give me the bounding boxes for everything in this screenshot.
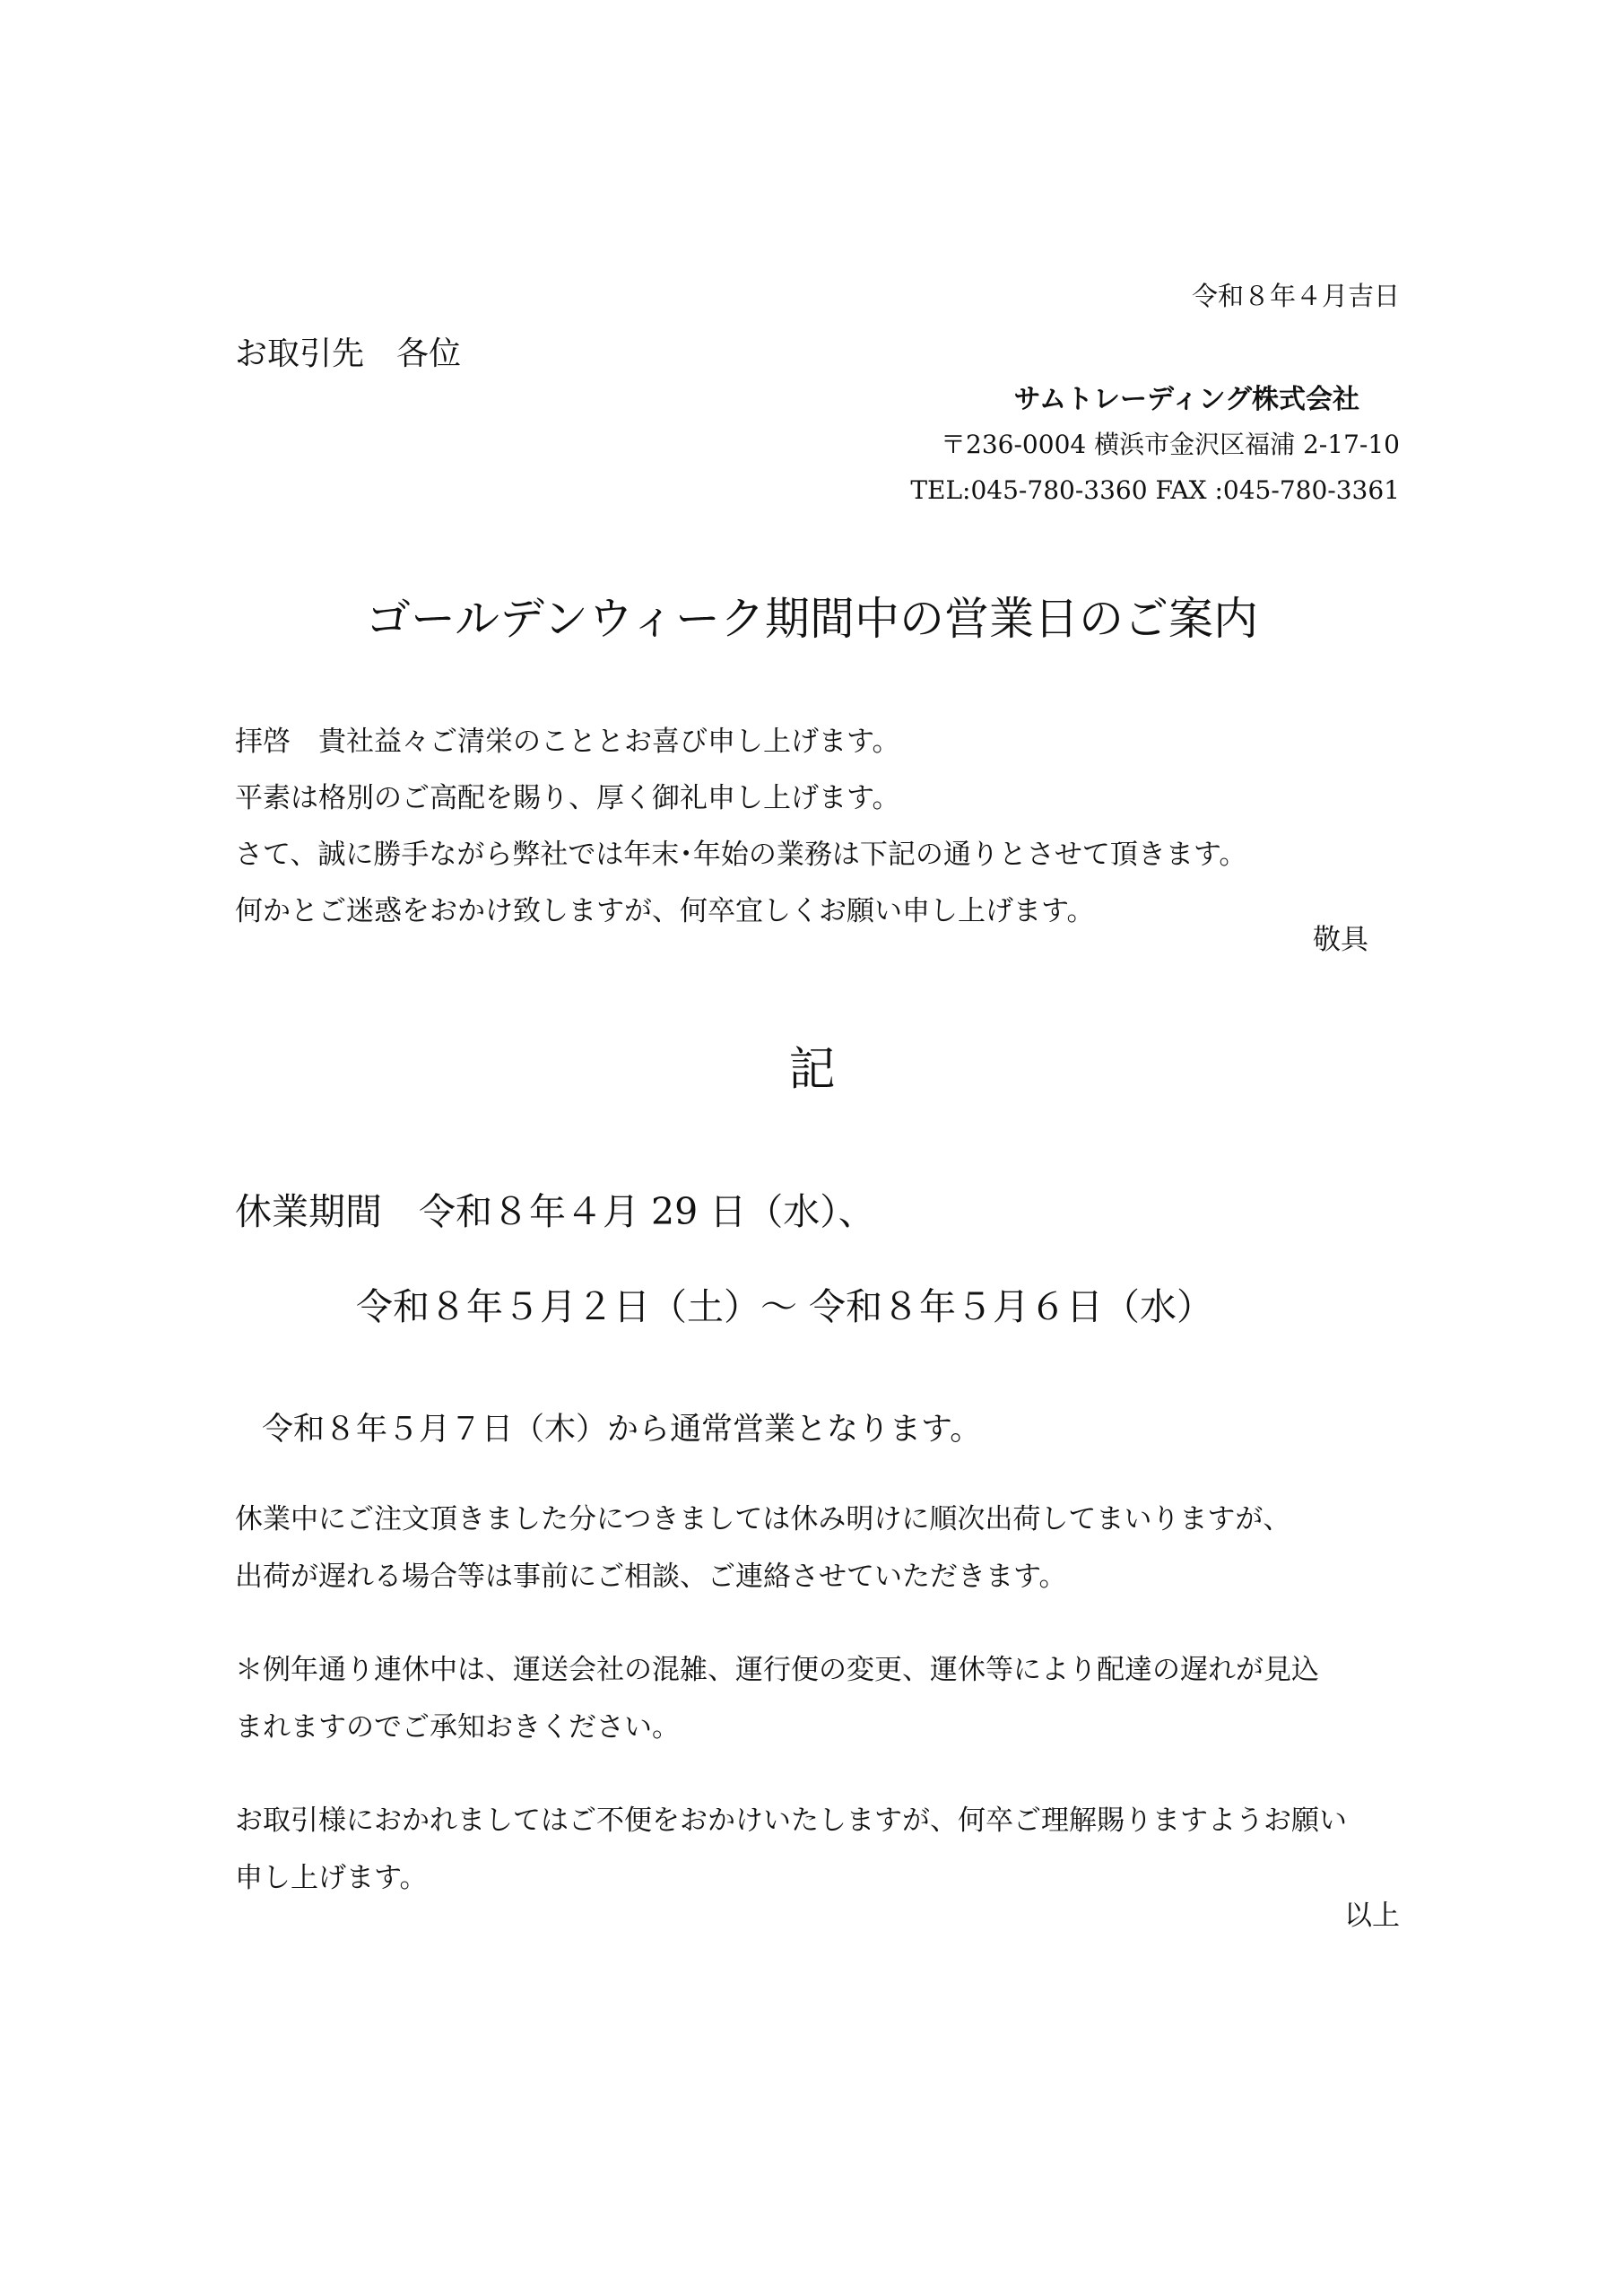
company-name: サムトレーディング株式会社 — [1013, 384, 1359, 415]
note-line: まれますのでご承知おきください。 — [235, 1711, 680, 1744]
note-line: 休業中にご注文頂きました分につきましては休み明けに順次出荷してまいりますが、 — [235, 1503, 1291, 1535]
company-contact: TEL:045-780-3360 FAX :045-780-3361 — [910, 475, 1400, 505]
company-address: 〒236-0004 横浜市金沢区福浦 2-17-10 — [941, 430, 1400, 459]
ki-heading: 記 — [788, 1043, 836, 1097]
note-line: 出荷が遅れる場合等は事前にご相談、ご連絡させていただきます。 — [235, 1561, 1067, 1593]
document-closing: 以上 — [1344, 1900, 1400, 1932]
note-paragraph — [235, 1641, 1319, 1756]
document-date: 令和８年４月吉日 — [1191, 281, 1400, 311]
note-line: 申し上げます。 — [235, 1862, 428, 1894]
closure-period-line-2: 令和８年５月２日（土）～ 令和８年５月６日（水） — [356, 1285, 1214, 1328]
resume-notice: 令和８年５月７日（木）から通常営業となります。 — [262, 1412, 982, 1448]
greeting-paragraph — [235, 714, 1246, 940]
note-line: ＊例年通り連休中は、運送会社の混雑、運行便の変更、運休等により配達の遅れが見込 — [235, 1654, 1319, 1686]
greeting-line: 拝啓 貴社益々ご清栄のこととお喜び申し上げます。 — [235, 726, 900, 758]
document-title: ゴールデンウィーク期間中の営業日のご案内 — [366, 593, 1258, 645]
greeting-line: 何かとご迷惑をおかけ致しますが、何卒宜しくお願い申し上げます。 — [235, 895, 1095, 927]
greeting-line: 平素は格別のご高配を賜り、厚く御礼申し上げます。 — [235, 782, 900, 814]
note-paragraph — [235, 1792, 1347, 1907]
recipient-line: お取引先 各位 — [235, 335, 462, 372]
closure-period-line-1: 休業期間 令和８年４月 29 日（水）、 — [235, 1190, 875, 1233]
note-paragraph — [235, 1491, 1290, 1605]
greeting-closing: 敬具 — [1313, 924, 1368, 956]
greeting-line: さて、誠に勝手ながら弊社では年末･年始の業務は下記の通りとさせて頂きます。 — [235, 839, 1247, 871]
note-line: お取引様におかれましてはご不便をおかけいたしますが、何卒ご理解賜りますようお願い — [235, 1805, 1347, 1837]
